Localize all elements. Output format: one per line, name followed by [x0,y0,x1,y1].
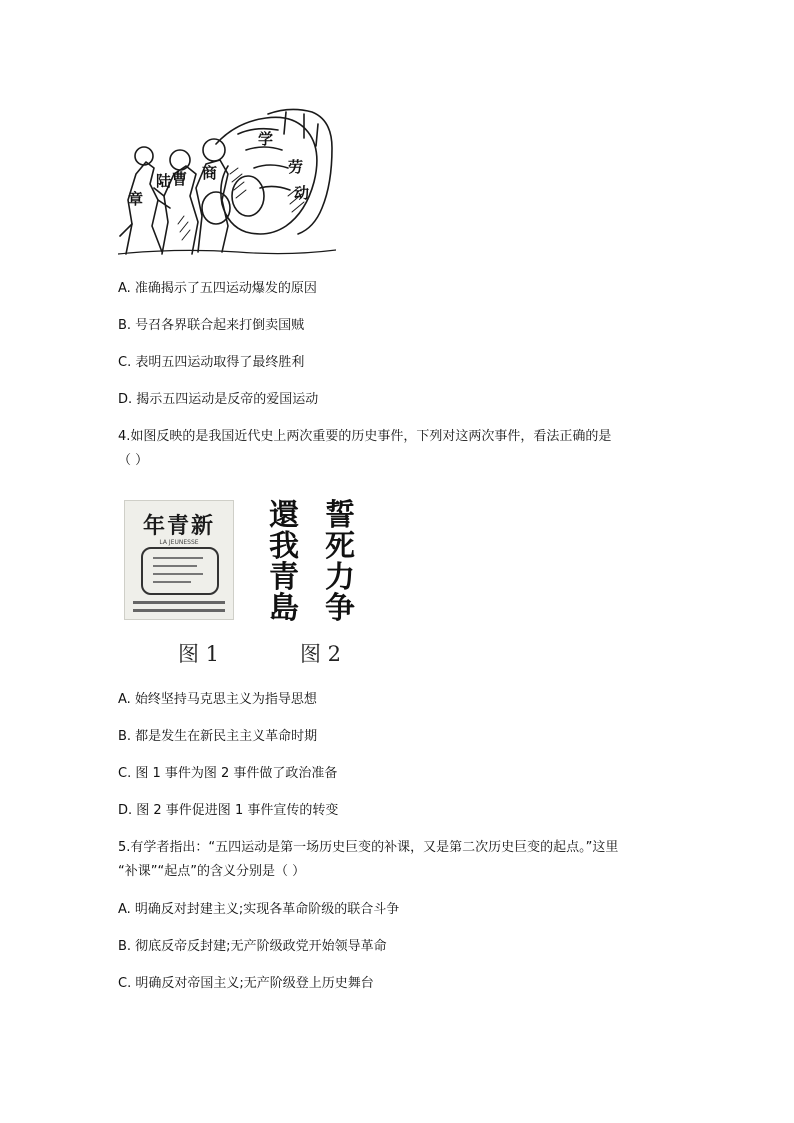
q4-stem-bracket: （ ） [118,453,149,468]
cartoon-label: 动 [294,184,310,202]
cartoon-label: 劳 [288,158,304,176]
slogan-right-column [314,500,366,624]
slogan-glyph: 島 [269,591,299,626]
q3-option-a: A. 准确揭示了五四运动爆发的原因 [118,281,317,296]
new-youth-magazine-cover [124,500,234,620]
figure-2-caption: 图 2 [300,642,342,666]
q4-option-c: C. 图 1 事件为图 2 事件做了政治准备 [118,766,338,781]
q5-stem: 5.有学者指出：“五四运动是第一场历史巨变的补课，又是第二次历史巨变的起点。”这里 [118,840,619,855]
slogan-glyph: 還 [269,498,299,533]
slogan-calligraphy [258,500,370,628]
q3-option-b: B. 号召各界联合起来打倒卖国贼 [118,318,305,333]
cartoon-label: 商 [202,164,218,182]
magazine-subtitle: LA JEUNESSE [159,539,199,546]
q5-option-a: A. 明确反对封建主义;实现各革命阶级的联合斗争 [118,902,400,917]
slogan-glyph: 死 [325,529,355,564]
may-fourth-cartoon-illustration [118,104,336,258]
cartoon-label: 曹 [172,170,188,188]
slogan-glyph: 青 [269,560,299,595]
slogan-glyph: 我 [269,529,299,564]
cartoon-label: 陆 [156,172,172,190]
q5-option-b: B. 彻底反帝反封建;无产阶级政党开始领导革命 [118,939,387,954]
slogan-glyph: 誓 [325,498,355,533]
slogan-glyph: 力 [325,560,355,595]
cover-frame [141,547,219,595]
cartoon-label: 学 [258,130,274,148]
figure-1-caption: 图 1 [178,642,220,666]
q4-option-a: A. 始终坚持马克思主义为指导思想 [118,692,317,707]
q4-stem: 4.如图反映的是我国近代史上两次重要的历史事件，下列对这两次事件，看法正确的是 [118,429,612,444]
q4-option-b: B. 都是发生在新民主主义革命时期 [118,729,318,744]
q4-figures [118,496,398,671]
slogan-left-column [258,500,310,624]
magazine-title: 年青新 [142,513,215,539]
q3-option-c: C. 表明五四运动取得了最终胜利 [118,355,305,370]
q5-stem-cont: “补课”“起点”的含义分别是（ ） [118,864,306,879]
q3-option-d: D. 揭示五四运动是反帝的爱国运动 [118,392,319,407]
cartoon-label: 章 [128,190,144,208]
slogan-glyph: 争 [325,591,355,626]
q5-option-c: C. 明确反对帝国主义;无产阶级登上历史舞台 [118,976,374,991]
q4-option-d: D. 图 2 事件促进图 1 事件宣传的转变 [118,803,339,818]
